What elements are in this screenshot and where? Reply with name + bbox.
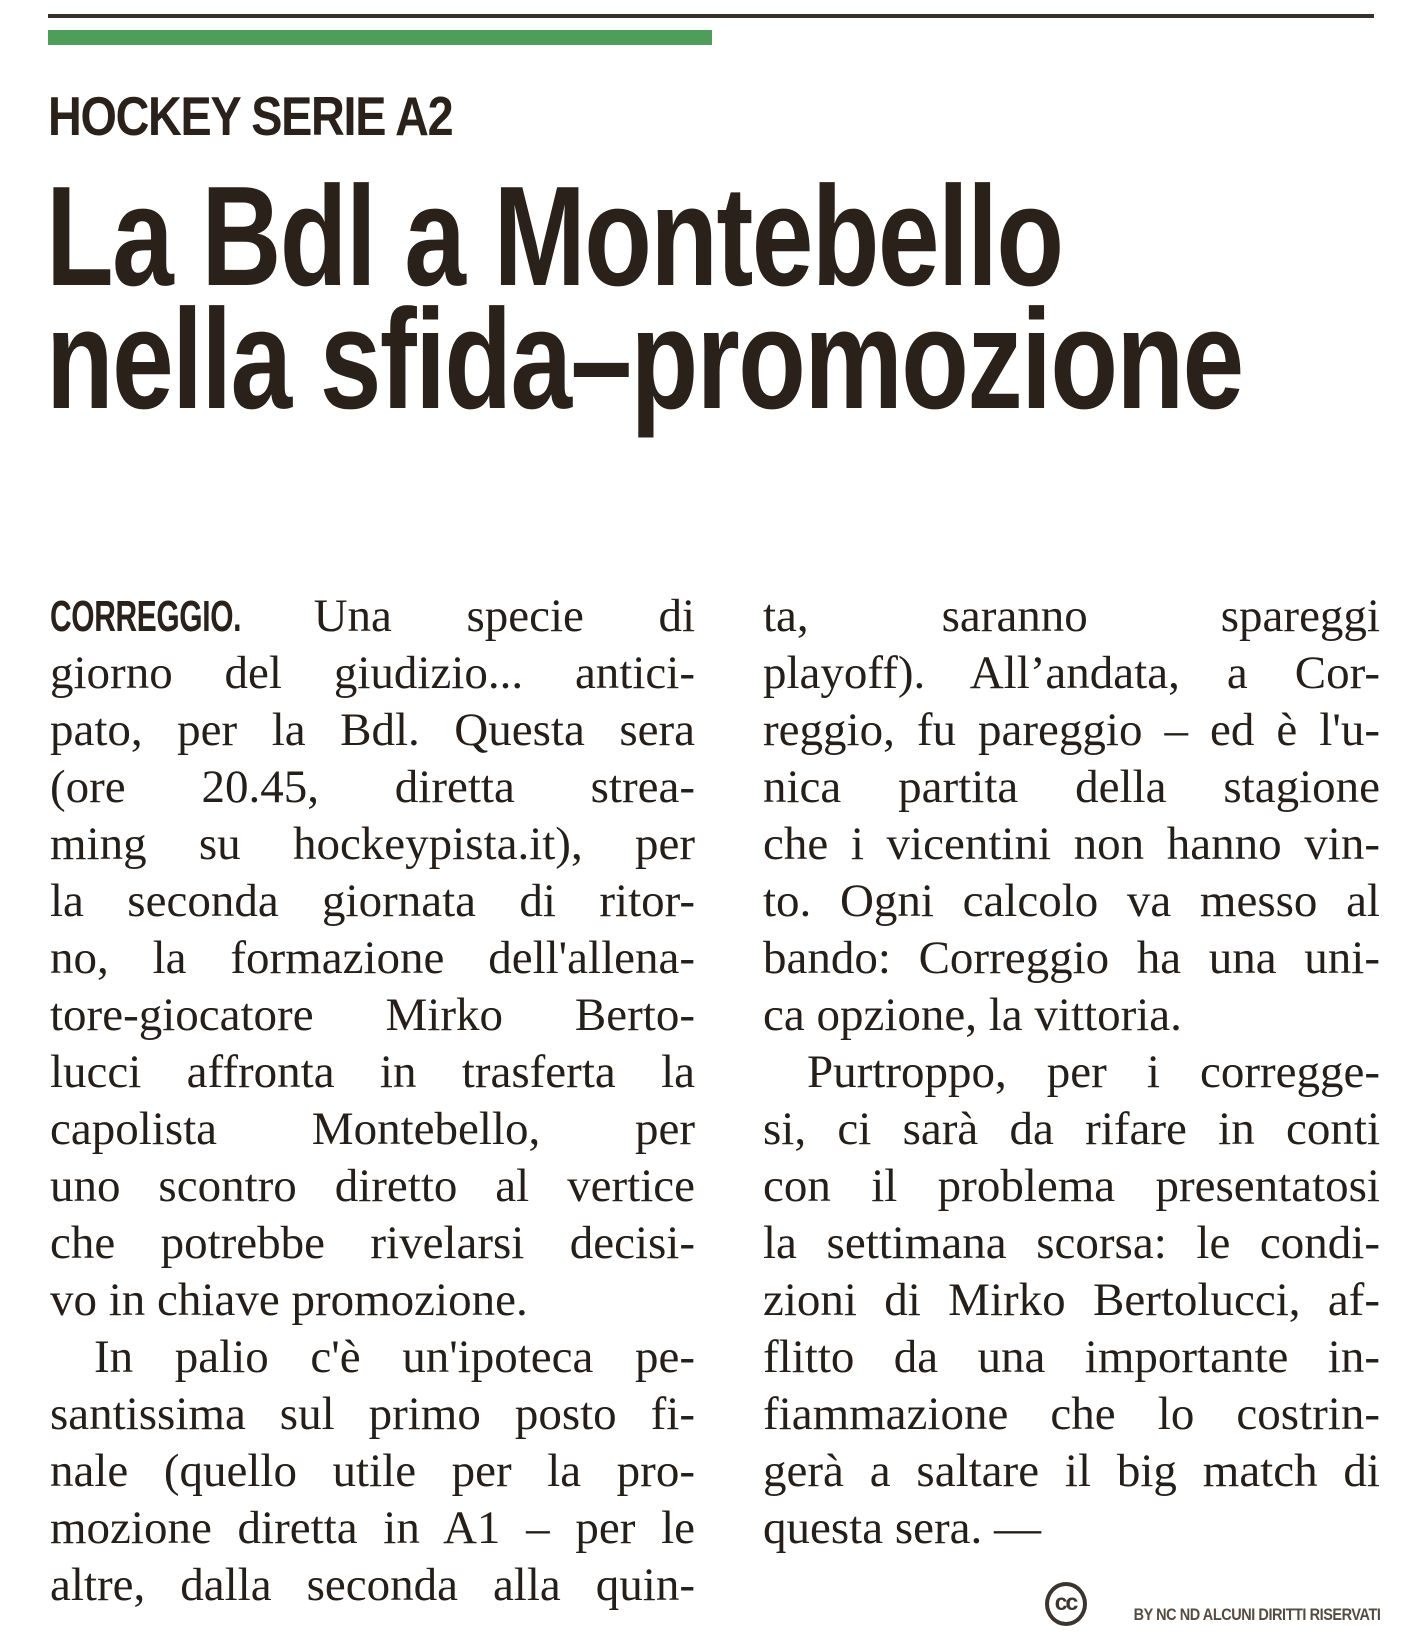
- rights-notice: BY NC ND ALCUNI DIRITTI RISERVATI: [1133, 1605, 1380, 1624]
- body-line: ca opzione, la vittoria.: [763, 989, 1182, 1041]
- body-column-right: [763, 588, 1380, 1557]
- body-column-left: [50, 588, 695, 1614]
- body-line: playoff). All’andata, a Cor-: [763, 647, 1380, 699]
- body-line: la seconda giornata di ritor-: [50, 875, 695, 927]
- section-accent-bar: [48, 30, 712, 45]
- license-footer: [1045, 1582, 1380, 1626]
- body-line: giorno del giudizio... antici-: [50, 647, 695, 699]
- body-line: no, la formazione dell'allena-: [50, 932, 695, 984]
- body-line: zioni di Mirko Bertolucci, af-: [763, 1274, 1380, 1326]
- body-line: nica partita della stagione: [763, 761, 1380, 813]
- body-line: uno scontro diretto al vertice: [50, 1160, 695, 1212]
- creative-commons-icon: cc: [1045, 1582, 1087, 1626]
- body-line: ming su hockeypista.it), per: [50, 818, 695, 870]
- body-line: bando: Correggio ha una uni-: [763, 932, 1380, 984]
- body-line: vo in chiave promozione.: [50, 1274, 528, 1326]
- body-line: reggio, fu pareggio – ed è l'u-: [763, 704, 1380, 756]
- body-line: gerà a saltare il big match di: [763, 1445, 1380, 1497]
- lead-text: Una specie di: [313, 590, 696, 642]
- body-line: to. Ogni calcolo va messo al: [763, 875, 1380, 927]
- headline-line-1: La Bdl a Montebello: [46, 157, 1063, 316]
- body-line: [50, 588, 695, 645]
- body-line: altre, dalla seconda alla quin-: [50, 1559, 695, 1611]
- body-line: ta, saranno spareggi: [763, 590, 1380, 642]
- body-line: che potrebbe rivelarsi decisi-: [50, 1217, 695, 1269]
- body-line: la settimana scorsa: le condi-: [763, 1217, 1380, 1269]
- body-line: con il problema presentatosi: [763, 1160, 1380, 1212]
- article-headline: [46, 157, 1243, 439]
- top-rule-divider: [48, 14, 1374, 18]
- body-line: Purtroppo, per i corregge-: [807, 1046, 1380, 1098]
- body-line: mozione diretta in A1 – per le: [50, 1502, 695, 1554]
- dateline: CORREGGIO.: [50, 592, 242, 641]
- body-line: tore-giocatore Mirko Berto-: [50, 989, 695, 1041]
- section-kicker: HOCKEY SERIE A2: [48, 85, 453, 147]
- body-line: questa sera. —: [763, 1502, 1041, 1554]
- body-line: fiammazione che lo costrin-: [763, 1388, 1380, 1440]
- body-line: capolista Montebello, per: [50, 1103, 695, 1155]
- body-line: che i vicentini non hanno vin-: [763, 818, 1380, 870]
- body-line: pato, per la Bdl. Questa sera: [50, 704, 695, 756]
- body-line: santissima sul primo posto fi-: [50, 1388, 695, 1440]
- body-line: (ore 20.45, diretta strea-: [50, 761, 695, 813]
- body-line: nale (quello utile per la pro-: [50, 1445, 695, 1497]
- headline-line-2: nella sfida–promozione: [46, 280, 1243, 439]
- body-line: flitto da una importante in-: [763, 1331, 1380, 1383]
- body-line: lucci affronta in trasferta la: [50, 1046, 695, 1098]
- body-line: In palio c'è un'ipoteca pe-: [94, 1331, 695, 1383]
- body-line: si, ci sarà da rifare in conti: [763, 1103, 1380, 1155]
